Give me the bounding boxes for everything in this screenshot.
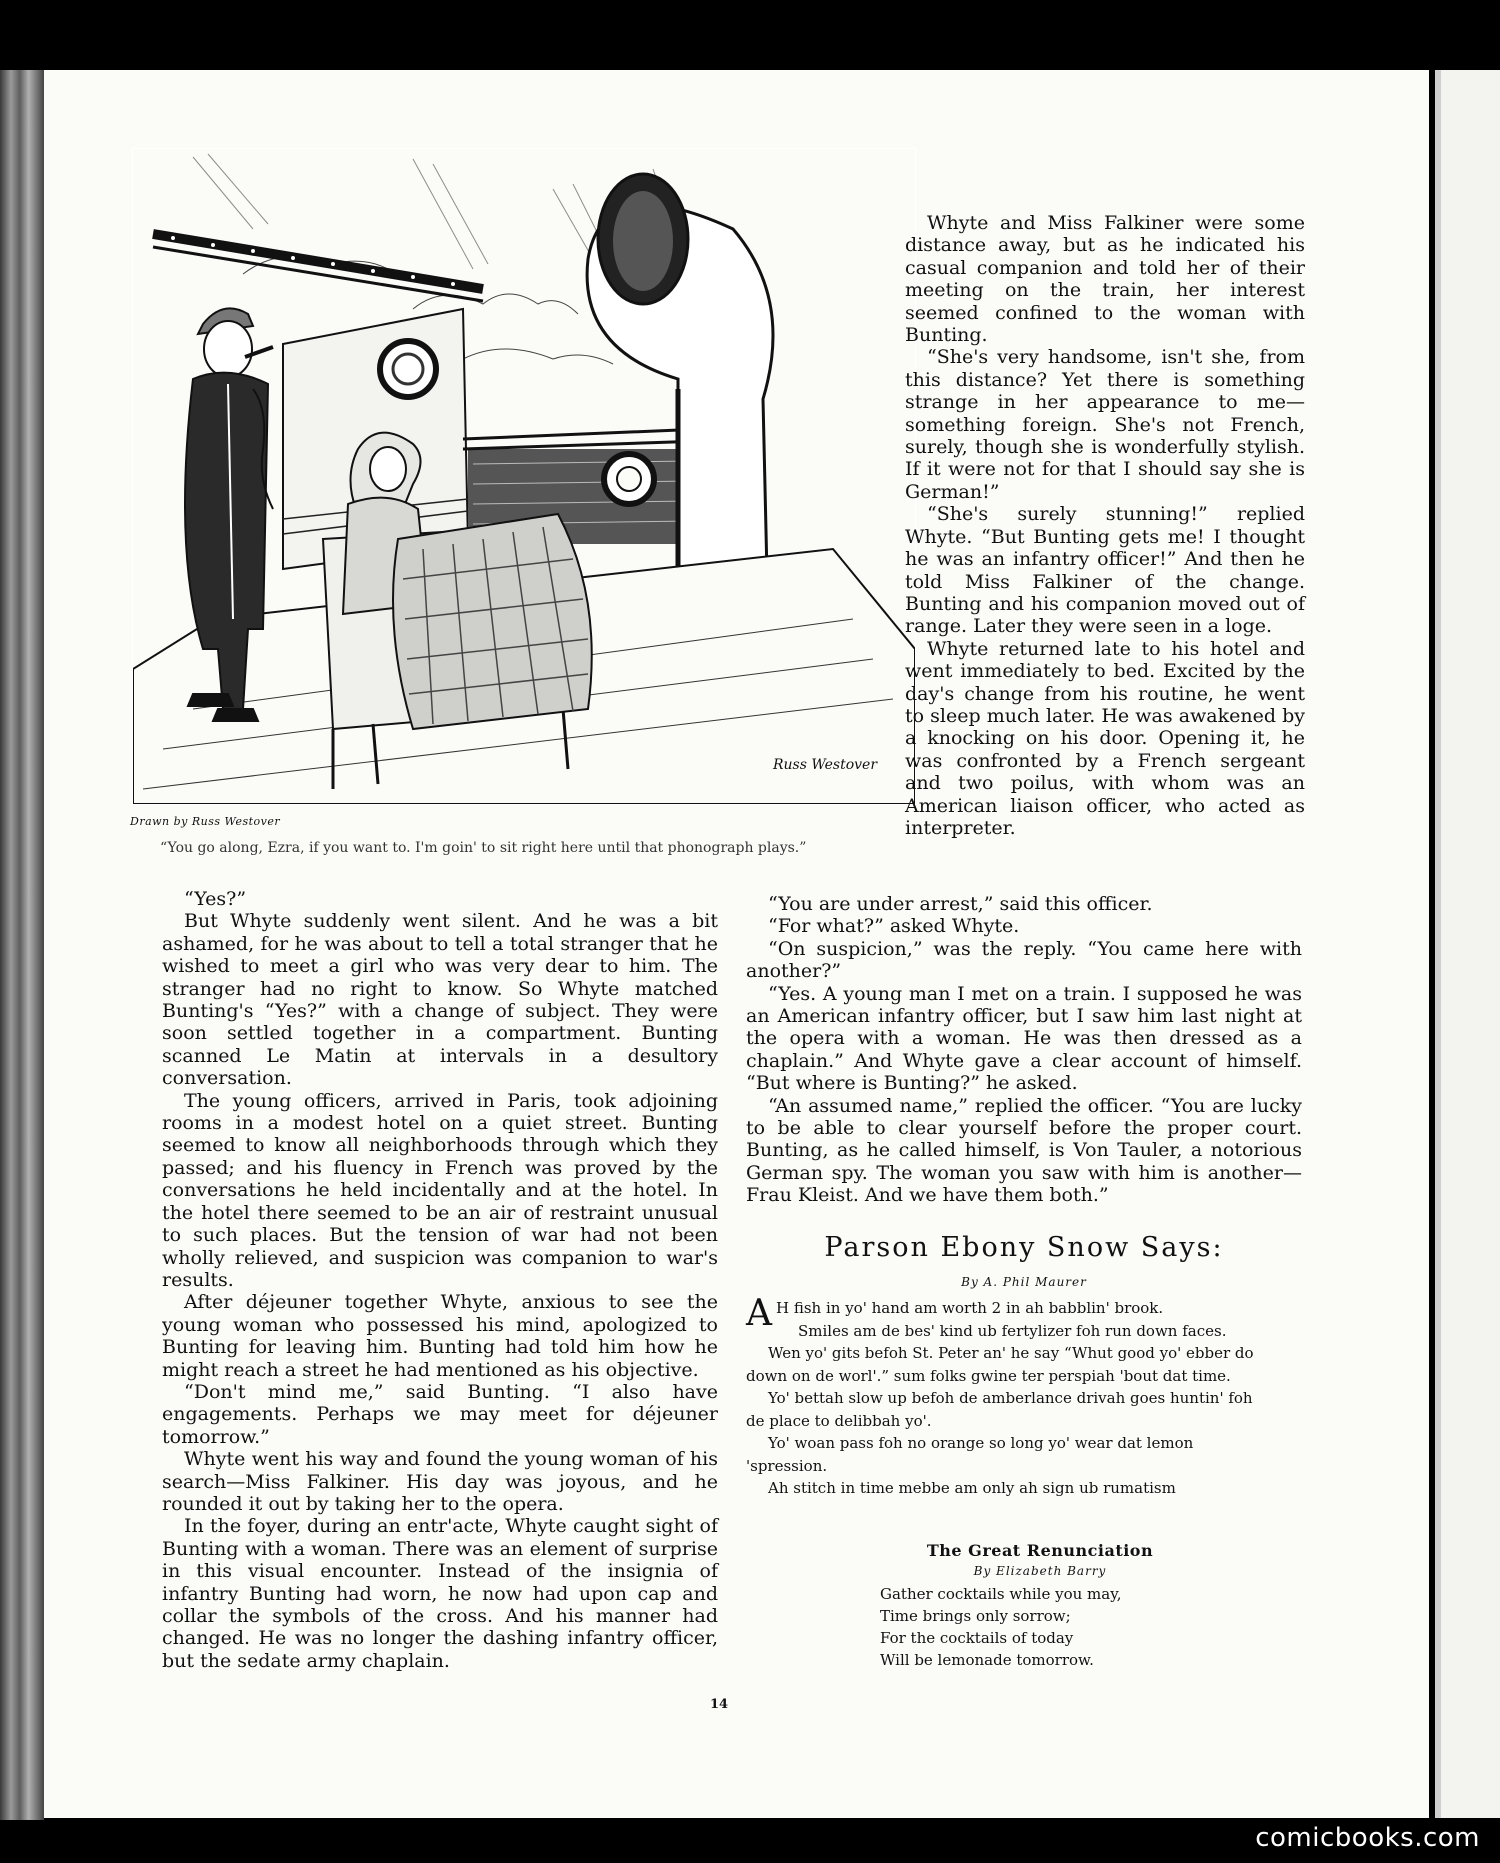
- paragraph: Whyte returned late to his hotel and went immediately to bed. Excited by the day's change from his routine, he went to sleep much later. He was awakened by a knocking on his door. Opening it, he was confronted by a French sergeant and two poilus, with whom was an American liaison officer, who acted as interpreter.: [905, 637, 1305, 839]
- poem-line: For the cocktails of today: [880, 1629, 1074, 1647]
- paragraph: “On suspicion,” was the reply. “You came here with another?”: [746, 937, 1302, 983]
- paragraph: Whyte went his way and found the young woman of his search—Miss Falkiner. His day was joyous, and he rounded it out by taking her to the opera.: [162, 1448, 718, 1515]
- watermark: comicbooks.com: [1255, 1823, 1480, 1853]
- artist-signature: Russ Westover: [773, 757, 878, 773]
- poem-line: Gather cocktails while you may,: [880, 1585, 1122, 1603]
- illustration-caption: “You go along, Ezra, if you want to. I'm goin' to sit right here until that phonograph plays.”: [160, 840, 807, 856]
- paragraph: In the foyer, during an entr'acte, Whyte caught sight of Bunting with a woman. There was an element of surprise in this visual encounter. Instead of the insignia of infantry Bunting had worn, he now had upon cap and collar the symbols of the cross. And his manner had changed. He was no longer the dashing infantry officer, but the sedate army chaplain.: [162, 1515, 718, 1672]
- page-number: 14: [710, 1697, 729, 1712]
- paragraph: Whyte and Miss Falkiner were some distance away, but as he indicated his casual companion and told her of their meeting on the train, her interest seemed confined to the woman with Bunting.: [905, 212, 1305, 347]
- paragraph: “Don't mind me,” said Bunting. “I also have engagements. Perhaps we may meet for déjeuner tomorrow.”: [162, 1380, 718, 1448]
- story-column-left: [162, 888, 718, 1672]
- story-column-right-bottom: [746, 893, 1302, 1207]
- paragraph: “Yes. A young man I met on a train. I supposed he was an American infantry officer, but I saw him last night at the opera with a woman. He was then dressed as a chaplain.” And Whyte gave a clear account of himself. “But where is Bunting?” he asked.: [746, 982, 1302, 1095]
- paragraph: “She's very handsome, isn't she, from this distance? Yet there is something strange in her appearance to me—something foreign. She's not French, surely, though she is wonderfully stylish. If it were not for that I should say she is German!”: [905, 346, 1305, 503]
- paragraph: But Whyte suddenly went silent. And he was a bit ashamed, for he was about to tell a total stranger that he wished to meet a girl who was very dear to him. The stranger had no right to know. So Whyte matched Bunting's “Yes?” with a change of subject. They were soon settled together in a compartment. Bunting scanned Le Matin at intervals in a desultory conversation.: [162, 910, 718, 1090]
- deck-illustration: [132, 148, 916, 805]
- paragraph: “Yes?”: [184, 888, 247, 910]
- next-page-edge: [1435, 70, 1500, 1818]
- poem-byline: By Elizabeth Barry: [973, 1564, 1107, 1578]
- saying: Ah stitch in time mebbe am only ah sign ub rumatism: [768, 1479, 1176, 1497]
- paragraph: After déjeuner together Whyte, anxious to see the young woman who possessed his mind, apologized to Bunting for leaving him. Bunting had told him how he might reach a street he had mentioned as his objective.: [162, 1291, 718, 1381]
- poem-line: Time brings only sorrow;: [880, 1607, 1071, 1625]
- drop-cap: A: [746, 1293, 772, 1334]
- poem-title: The Great Renunciation: [926, 1541, 1154, 1560]
- illustration-credit: Drawn by Russ Westover: [130, 815, 281, 828]
- story-column-right-top: [905, 212, 1305, 839]
- paragraph: “An assumed name,” replied the officer. “You are lucky to be able to clear yourself before the proper court. Bunting, as he called himself, is Von Tauler, a notorious German spy. The woman you saw with him is another—Frau Kleist. And we have them both.”: [746, 1094, 1302, 1207]
- paragraph: “She's surely stunning!” replied Whyte. “But Bunting gets me! I thought he was an infantry officer!” And then he told Miss Falkiner of the change. Bunting and his companion moved out of range. Later they were seen in a loge.: [905, 503, 1305, 638]
- poem: [880, 1583, 1180, 1671]
- saying: Smiles am de bes' kind ub fertylizer foh run down faces.: [798, 1321, 1227, 1340]
- saying: Yo' woan pass foh no orange so long yo' wear dat lemon 'spression.: [746, 1434, 1194, 1475]
- saying: A H fish in yo' hand am worth 2 in ah babblin' brook.: [746, 1293, 1164, 1334]
- poem-line: Will be lemonade tomorrow.: [880, 1651, 1094, 1669]
- paragraph: “You are under arrest,” said this officer.: [768, 893, 1153, 915]
- paragraph: “For what?” asked Whyte.: [768, 915, 1020, 938]
- saying: Yo' bettah slow up befoh de amberlance drivah goes huntin' foh de place to delibbah yo'.: [746, 1389, 1253, 1430]
- parson-byline: By A. Phil Maurer: [961, 1275, 1087, 1289]
- paragraph: The young officers, arrived in Paris, took adjoining rooms in a modest hotel on a quiet street. Bunting seemed to know all neighborhoods through which they passed; and his fluency in French was proved by the conversations he held incidentally and at the hotel. In the hotel there seemed to be an air of restraint unusual to such places. But the tension of war had not been wholly relieved, and suspicion was companion to war's results.: [162, 1089, 718, 1291]
- parson-sayings: [746, 1293, 1264, 1500]
- book-binding: [0, 70, 44, 1820]
- parson-title: Parson Ebony Snow Says:: [824, 1232, 1224, 1263]
- saying: Wen yo' gits befoh St. Peter an' he say “Whut good yo' ebber do down on de worl'.” sum folks gwine ter perspiah 'bout dat time.: [746, 1344, 1254, 1385]
